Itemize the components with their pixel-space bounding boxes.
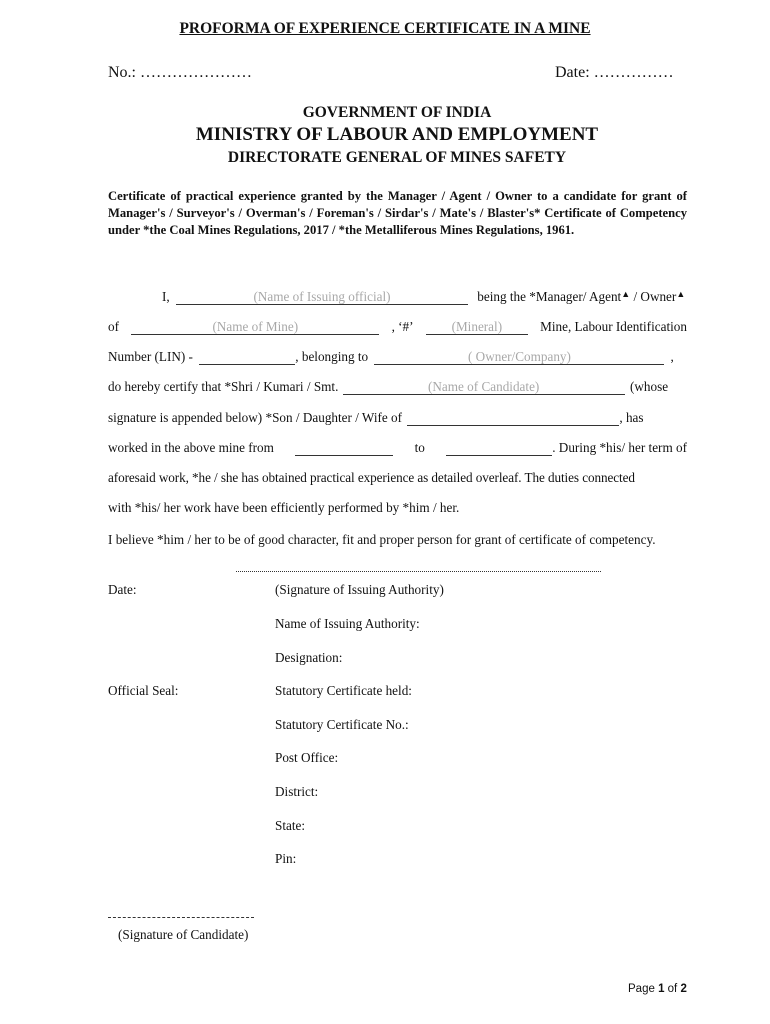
- owner-company-blank: ( Owner/Company): [374, 350, 664, 365]
- page-current: 1: [658, 983, 665, 995]
- text-i: I,: [162, 289, 170, 304]
- from-date-blank: [295, 441, 393, 456]
- body-line-5: [108, 410, 687, 426]
- triangle-marker: ▲: [676, 289, 686, 299]
- page-number: [628, 983, 687, 995]
- character-statement: I believe *him / her to be of good character, fit and proper person for grant of certificate of competency.: [108, 532, 656, 547]
- official-seal-label: Official Seal:: [108, 683, 179, 698]
- triangle-marker: ▲: [621, 289, 631, 299]
- body-line-1: [108, 289, 687, 305]
- candidate-signature-line: [108, 912, 254, 918]
- candidate-name-blank: (Name of Candidate): [343, 380, 625, 395]
- text-signature-appended: signature is appended below) *Son / Daughter / Wife of: [108, 410, 403, 425]
- issuing-authority-signature: (Signature of Issuing Authority): [275, 582, 444, 597]
- text-belonging: , belonging to: [295, 349, 369, 364]
- state-label: State:: [275, 818, 306, 833]
- designation-label: Designation:: [275, 650, 343, 665]
- to-date-blank: [446, 441, 552, 456]
- text-being-manager: being the *Manager/ Agent: [477, 289, 622, 304]
- text-owner: / Owner: [630, 289, 677, 304]
- text-to: to: [414, 440, 425, 455]
- certificate-intro: Certificate of practical experience granted by the Manager / Agent / Owner to a candidate for grant of Manager's / Surveyor's / Overman's / Foreman's / Sirdar's / Mate's / Blaster's* Certificate of Competency under *the Coal Mines Regulations, 2017 / *the Metalliferous Mines Regulations, 1961.: [108, 189, 687, 237]
- page-prefix: Page: [628, 983, 659, 995]
- district-label: District:: [275, 784, 319, 799]
- text-whose: (whose: [629, 379, 669, 394]
- body-line-3: [108, 349, 687, 365]
- text-during: . During *his/ her term of: [552, 440, 687, 455]
- page-total: 2: [680, 983, 687, 995]
- body-line-6: [108, 440, 687, 456]
- issuing-authority-name: Name of Issuing Authority:: [275, 616, 420, 631]
- body-line-2: [108, 319, 687, 335]
- mine-name-blank: (Name of Mine): [131, 320, 379, 335]
- document-title: PROFORMA OF EXPERIENCE CERTIFICATE IN A MINE: [179, 20, 591, 37]
- government-heading: GOVERNMENT OF INDIA: [302, 104, 492, 121]
- post-office-label: Post Office:: [275, 750, 339, 765]
- page-of: of: [664, 983, 681, 995]
- statutory-certificate-number: Statutory Certificate No.:: [275, 717, 409, 732]
- date-label: Date:: [108, 582, 137, 597]
- lin-blank: [199, 350, 295, 365]
- pin-label: Pin:: [275, 851, 297, 866]
- text-has: , has: [619, 410, 644, 425]
- directorate-heading: DIRECTORATE GENERAL OF MINES SAFETY: [227, 149, 567, 166]
- ministry-heading: MINISTRY OF LABOUR AND EMPLOYMENT: [195, 124, 599, 145]
- text-hash: , ‘#’: [391, 319, 414, 334]
- body-line-8: with *his/ her work have been efficiently performed by *him / her.: [108, 500, 460, 515]
- candidate-signature-label: (Signature of Candidate): [118, 927, 249, 942]
- authority-signature-line: [236, 567, 601, 572]
- certificate-number-field: No.: …………………: [108, 64, 252, 81]
- relation-name-blank: [407, 411, 619, 426]
- certificate-date-field: Date: ……………: [555, 64, 674, 81]
- body-line-4: [108, 379, 687, 395]
- text-of: of: [108, 319, 119, 334]
- text-lin: Mine, Labour Identification: [540, 319, 687, 334]
- text-comma: ,: [670, 349, 674, 364]
- text-number-lin: Number (LIN) -: [108, 349, 193, 364]
- statutory-certificate-held: Statutory Certificate held:: [275, 683, 412, 698]
- mineral-blank: (Mineral): [426, 320, 528, 335]
- body-line-7: aforesaid work, *he / she has obtained practical experience as detailed overleaf. The duties connected: [108, 470, 635, 485]
- text-certify: do hereby certify that *Shri / Kumari / Smt.: [108, 379, 339, 394]
- text-worked: worked in the above mine from: [108, 440, 274, 455]
- issuing-official-blank: (Name of Issuing official): [176, 290, 468, 305]
